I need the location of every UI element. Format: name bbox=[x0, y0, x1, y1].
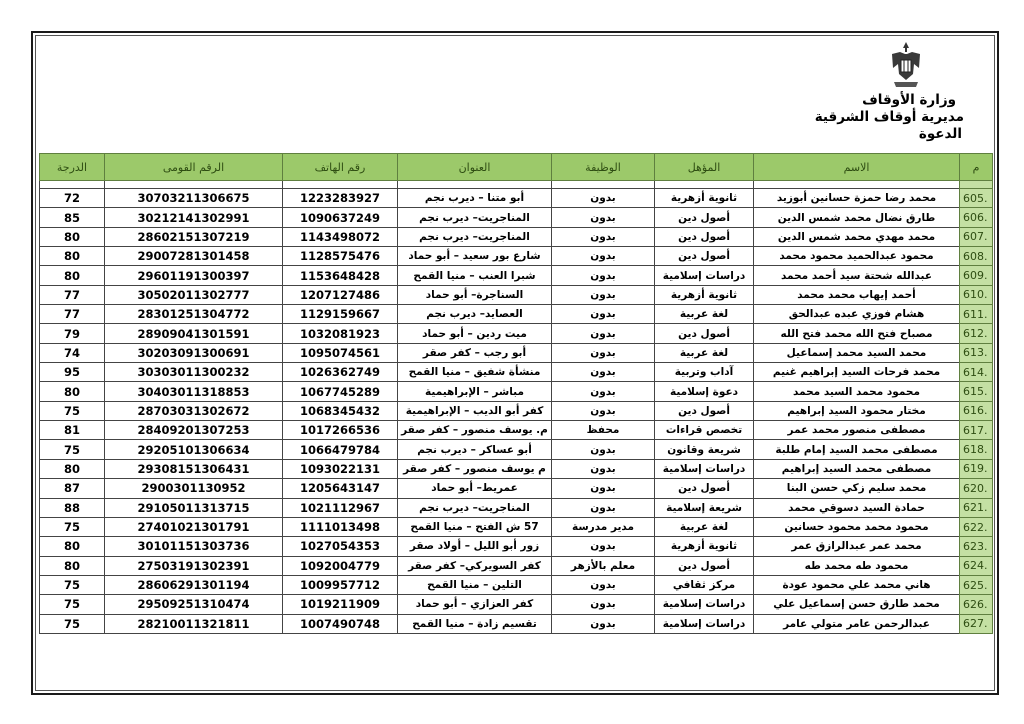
eagle-emblem-icon bbox=[886, 40, 926, 92]
qualification-cell: أصول دين bbox=[655, 324, 754, 343]
job-cell: بدون bbox=[552, 208, 655, 227]
row-number: 618. bbox=[960, 440, 993, 459]
person-name: طارق نضال محمد شمس الدين bbox=[754, 208, 960, 227]
grade-cell: 80 bbox=[40, 227, 105, 246]
grade-cell: 77 bbox=[40, 305, 105, 324]
row-number: 619. bbox=[960, 459, 993, 478]
national-id-cell: 28409201307253 bbox=[105, 421, 283, 440]
table-row bbox=[40, 614, 993, 633]
person-name: محمود محمد محمود حسانين bbox=[754, 517, 960, 536]
qualification-cell: لغة عربية bbox=[655, 305, 754, 324]
table-row bbox=[40, 401, 993, 420]
table-row bbox=[40, 537, 993, 556]
address-cell: م يوسف منصور – كفر صقر bbox=[398, 459, 552, 478]
person-name: محمد فرحات السيد إبراهيم غنيم bbox=[754, 363, 960, 382]
grade-cell: 72 bbox=[40, 189, 105, 208]
qualification-cell: أصول دين bbox=[655, 479, 754, 498]
col-header-address: العنوان bbox=[398, 154, 552, 181]
job-cell: بدون bbox=[552, 227, 655, 246]
row-number: 621. bbox=[960, 498, 993, 517]
person-name: هشام فوزي عبده عبدالحق bbox=[754, 305, 960, 324]
job-cell: بدون bbox=[552, 459, 655, 478]
table-row bbox=[40, 305, 993, 324]
qualification-cell: آداب وتربية bbox=[655, 363, 754, 382]
national-id-cell: 30212141302991 bbox=[105, 208, 283, 227]
job-cell: مدير مدرسة bbox=[552, 517, 655, 536]
grade-cell: 87 bbox=[40, 479, 105, 498]
address-cell: كفر أبو الديب – الإبراهيمية bbox=[398, 401, 552, 420]
national-id-cell: 29205101306634 bbox=[105, 440, 283, 459]
phone-cell: 1095074561 bbox=[283, 343, 398, 362]
row-number: 627. bbox=[960, 614, 993, 633]
row-number: 605. bbox=[960, 189, 993, 208]
address-cell: التلين – منيا القمح bbox=[398, 575, 552, 594]
phone-cell: 1009957712 bbox=[283, 575, 398, 594]
grade-cell: 88 bbox=[40, 498, 105, 517]
address-cell: المناجريت– ديرب نجم bbox=[398, 208, 552, 227]
grade-cell: 80 bbox=[40, 247, 105, 266]
phone-cell: 1128575476 bbox=[283, 247, 398, 266]
person-name: محمود عبدالحميد محمود محمد bbox=[754, 247, 960, 266]
national-id-cell: 28909041301591 bbox=[105, 324, 283, 343]
address-cell: ميت ردين – أبو حماد bbox=[398, 324, 552, 343]
person-name: حمادة السيد دسوقي محمد bbox=[754, 498, 960, 517]
phone-cell: 1090637249 bbox=[283, 208, 398, 227]
job-cell: بدون bbox=[552, 305, 655, 324]
row-number: 624. bbox=[960, 556, 993, 575]
col-header-name: الاسم bbox=[754, 154, 960, 181]
phone-cell: 1067745289 bbox=[283, 382, 398, 401]
phone-cell: 1223283927 bbox=[283, 189, 398, 208]
address-cell: م. يوسف منصور – كفر صقر bbox=[398, 421, 552, 440]
person-name: مصطفى محمد السيد إبراهيم bbox=[754, 459, 960, 478]
row-number: 606. bbox=[960, 208, 993, 227]
national-id-cell: 27401021301791 bbox=[105, 517, 283, 536]
grade-cell: 81 bbox=[40, 421, 105, 440]
qualification-cell: دعوة إسلامية bbox=[655, 382, 754, 401]
row-number: 610. bbox=[960, 285, 993, 304]
ministry-title: وزارة الأوقاف bbox=[862, 92, 956, 108]
qualification-cell: دراسات إسلامية bbox=[655, 595, 754, 614]
job-cell: بدون bbox=[552, 614, 655, 633]
table-row bbox=[40, 324, 993, 343]
row-number: 607. bbox=[960, 227, 993, 246]
qualification-cell: شريعة وقانون bbox=[655, 440, 754, 459]
address-cell: شارع بور سعيد – أبو حماد bbox=[398, 247, 552, 266]
address-cell: السناجرة– أبو حماد bbox=[398, 285, 552, 304]
job-cell: بدون bbox=[552, 189, 655, 208]
grade-cell: 75 bbox=[40, 595, 105, 614]
job-cell: بدون bbox=[552, 595, 655, 614]
address-cell: العصايد– ديرب نجم bbox=[398, 305, 552, 324]
qualification-cell: لغة عربية bbox=[655, 343, 754, 362]
national-id-cell: 30101151303736 bbox=[105, 537, 283, 556]
row-number: 615. bbox=[960, 382, 993, 401]
address-cell: المناجريت– ديرب نجم bbox=[398, 498, 552, 517]
national-id-cell: 29601191300397 bbox=[105, 266, 283, 285]
col-header-num: م bbox=[960, 154, 993, 181]
grade-cell: 95 bbox=[40, 363, 105, 382]
person-name: محمود محمد السيد محمد bbox=[754, 382, 960, 401]
person-name: عبدالله شحتة سيد أحمد محمد bbox=[754, 266, 960, 285]
qualification-cell: أصول دين bbox=[655, 401, 754, 420]
qualification-cell: دراسات إسلامية bbox=[655, 459, 754, 478]
phone-cell: 1027054353 bbox=[283, 537, 398, 556]
qualification-cell: دراسات إسلامية bbox=[655, 266, 754, 285]
table-row bbox=[40, 440, 993, 459]
job-cell: بدون bbox=[552, 401, 655, 420]
job-cell: بدون bbox=[552, 285, 655, 304]
phone-cell: 1019211909 bbox=[283, 595, 398, 614]
qualification-cell: دراسات إسلامية bbox=[655, 614, 754, 633]
person-name: أحمد إيهاب محمد محمد bbox=[754, 285, 960, 304]
col-header-grade: الدرجة bbox=[40, 154, 105, 181]
col-header-qualification: المؤهل bbox=[655, 154, 754, 181]
row-number: 612. bbox=[960, 324, 993, 343]
address-cell: عمريط– أبو حماد bbox=[398, 479, 552, 498]
qualification-cell: شريعة إسلامية bbox=[655, 498, 754, 517]
qualification-cell: لغة عربية bbox=[655, 517, 754, 536]
national-id-cell: 29007281301458 bbox=[105, 247, 283, 266]
grade-cell: 79 bbox=[40, 324, 105, 343]
table-row bbox=[40, 459, 993, 478]
phone-cell: 1026362749 bbox=[283, 363, 398, 382]
phone-cell: 1093022131 bbox=[283, 459, 398, 478]
address-cell: شبرا العنب – منيا القمح bbox=[398, 266, 552, 285]
phone-cell: 1207127486 bbox=[283, 285, 398, 304]
national-id-cell: 28703031302672 bbox=[105, 401, 283, 420]
table-row bbox=[40, 421, 993, 440]
phone-cell: 1153648428 bbox=[283, 266, 398, 285]
phone-cell: 1007490748 bbox=[283, 614, 398, 633]
person-name: هاني محمد علي محمود عودة bbox=[754, 575, 960, 594]
national-id-cell: 30303011300232 bbox=[105, 363, 283, 382]
person-name: محمد طارق حسن إسماعيل علي bbox=[754, 595, 960, 614]
address-cell: كفر العزازي – أبو حماد bbox=[398, 595, 552, 614]
grade-cell: 75 bbox=[40, 401, 105, 420]
row-number: 617. bbox=[960, 421, 993, 440]
directorate-title: مديرية أوقاف الشرقية bbox=[814, 109, 964, 125]
qualification-cell: ثانوية أزهرية bbox=[655, 285, 754, 304]
phone-cell: 1111013498 bbox=[283, 517, 398, 536]
grade-cell: 80 bbox=[40, 382, 105, 401]
phone-cell: 1205643147 bbox=[283, 479, 398, 498]
department-title: الدعوة bbox=[918, 126, 962, 142]
job-cell: بدون bbox=[552, 343, 655, 362]
job-cell: بدون bbox=[552, 575, 655, 594]
table-spacer-row bbox=[40, 181, 993, 189]
national-id-cell: 30403011318853 bbox=[105, 382, 283, 401]
phone-cell: 1032081923 bbox=[283, 324, 398, 343]
grade-cell: 80 bbox=[40, 266, 105, 285]
row-number: 620. bbox=[960, 479, 993, 498]
address-cell: المناجريت– ديرب نجم bbox=[398, 227, 552, 246]
table-header-row bbox=[40, 154, 993, 181]
row-number: 614. bbox=[960, 363, 993, 382]
person-name: عبدالرحمن عامر متولي عامر bbox=[754, 614, 960, 633]
job-cell: بدون bbox=[552, 440, 655, 459]
grade-cell: 77 bbox=[40, 285, 105, 304]
qualification-cell: تخصص قراءات bbox=[655, 421, 754, 440]
job-cell: بدون bbox=[552, 479, 655, 498]
national-id-cell: 28602151307219 bbox=[105, 227, 283, 246]
row-number: 625. bbox=[960, 575, 993, 594]
job-cell: بدون bbox=[552, 324, 655, 343]
person-name: مصطفى منصور محمد عمر bbox=[754, 421, 960, 440]
row-number: 611. bbox=[960, 305, 993, 324]
job-cell: بدون bbox=[552, 247, 655, 266]
table-row bbox=[40, 575, 993, 594]
job-cell: محفظ bbox=[552, 421, 655, 440]
table-row bbox=[40, 189, 993, 208]
grade-cell: 85 bbox=[40, 208, 105, 227]
job-cell: بدون bbox=[552, 537, 655, 556]
phone-cell: 1143498072 bbox=[283, 227, 398, 246]
grade-cell: 75 bbox=[40, 614, 105, 633]
person-name: مصطفى محمد السيد إمام طلبة bbox=[754, 440, 960, 459]
qualification-cell: ثانوية أزهرية bbox=[655, 537, 754, 556]
table-row bbox=[40, 517, 993, 536]
national-id-cell: 28301251304772 bbox=[105, 305, 283, 324]
row-number: 609. bbox=[960, 266, 993, 285]
job-cell: بدون bbox=[552, 498, 655, 517]
phone-cell: 1068345432 bbox=[283, 401, 398, 420]
grade-cell: 75 bbox=[40, 517, 105, 536]
phone-cell: 1066479784 bbox=[283, 440, 398, 459]
address-cell: أبو رجب – كفر صقر bbox=[398, 343, 552, 362]
qualification-cell: ثانوية أزهرية bbox=[655, 189, 754, 208]
qualification-cell: مركز ثقافي bbox=[655, 575, 754, 594]
table-row bbox=[40, 363, 993, 382]
person-name: مصباح فتح الله محمد فتح الله bbox=[754, 324, 960, 343]
person-name: محمد السيد محمد إسماعيل bbox=[754, 343, 960, 362]
national-id-cell: 29105011313715 bbox=[105, 498, 283, 517]
national-id-cell: 29308151306431 bbox=[105, 459, 283, 478]
national-id-cell: 28606291301194 bbox=[105, 575, 283, 594]
address-cell: 57 ش الفتح – منيا القمح bbox=[398, 517, 552, 536]
table-row bbox=[40, 266, 993, 285]
qualification-cell: أصول دين bbox=[655, 208, 754, 227]
national-id-cell: 30703211306675 bbox=[105, 189, 283, 208]
national-id-cell: 29509251310474 bbox=[105, 595, 283, 614]
table-row bbox=[40, 343, 993, 362]
grade-cell: 74 bbox=[40, 343, 105, 362]
address-cell: أبو عساكر – ديرب نجم bbox=[398, 440, 552, 459]
phone-cell: 1129159667 bbox=[283, 305, 398, 324]
row-number: 623. bbox=[960, 537, 993, 556]
national-id-cell: 30502011302777 bbox=[105, 285, 283, 304]
row-number: 608. bbox=[960, 247, 993, 266]
grade-cell: 80 bbox=[40, 459, 105, 478]
person-name: محمود طه محمد طه bbox=[754, 556, 960, 575]
table-row bbox=[40, 285, 993, 304]
table-row bbox=[40, 208, 993, 227]
address-cell: مباشر – الإبراهيمية bbox=[398, 382, 552, 401]
table-row bbox=[40, 227, 993, 246]
address-cell: زور أبو الليل – أولاد صقر bbox=[398, 537, 552, 556]
table-row bbox=[40, 498, 993, 517]
row-number: 626. bbox=[960, 595, 993, 614]
person-name: مختار محمود السيد إبراهيم bbox=[754, 401, 960, 420]
row-number: 613. bbox=[960, 343, 993, 362]
address-cell: تقسيم زادة – منيا القمح bbox=[398, 614, 552, 633]
national-id-cell: 28210011321811 bbox=[105, 614, 283, 633]
person-name: محمد مهدي محمد شمس الدين bbox=[754, 227, 960, 246]
national-id-cell: 2900301130952 bbox=[105, 479, 283, 498]
table-row bbox=[40, 382, 993, 401]
table-row bbox=[40, 556, 993, 575]
qualification-cell: أصول دين bbox=[655, 556, 754, 575]
address-cell: منشأة شفيق – منيا القمح bbox=[398, 363, 552, 382]
staff-table bbox=[39, 153, 993, 634]
table-row bbox=[40, 479, 993, 498]
col-header-phone: رقم الهاتف bbox=[283, 154, 398, 181]
person-name: محمد عمر عبدالرازق عمر bbox=[754, 537, 960, 556]
job-cell: بدون bbox=[552, 266, 655, 285]
grade-cell: 75 bbox=[40, 575, 105, 594]
national-id-cell: 30203091300691 bbox=[105, 343, 283, 362]
phone-cell: 1021112967 bbox=[283, 498, 398, 517]
row-number: 622. bbox=[960, 517, 993, 536]
table-row bbox=[40, 247, 993, 266]
person-name: محمد رضا حمزة حسانين أبوزيد bbox=[754, 189, 960, 208]
national-id-cell: 27503191302391 bbox=[105, 556, 283, 575]
table-row bbox=[40, 595, 993, 614]
grade-cell: 75 bbox=[40, 440, 105, 459]
phone-cell: 1017266536 bbox=[283, 421, 398, 440]
col-header-national-id: الرقم القومى bbox=[105, 154, 283, 181]
qualification-cell: أصول دين bbox=[655, 247, 754, 266]
grade-cell: 80 bbox=[40, 556, 105, 575]
address-cell: أبو متنا – ديرب نجم bbox=[398, 189, 552, 208]
job-cell: بدون bbox=[552, 382, 655, 401]
job-cell: بدون bbox=[552, 363, 655, 382]
phone-cell: 1092004779 bbox=[283, 556, 398, 575]
col-header-job: الوظيفة bbox=[552, 154, 655, 181]
qualification-cell: أصول دين bbox=[655, 227, 754, 246]
address-cell: كفر السويركي– كفر صقر bbox=[398, 556, 552, 575]
grade-cell: 80 bbox=[40, 537, 105, 556]
job-cell: معلم بالأزهر bbox=[552, 556, 655, 575]
person-name: محمد سليم زكي حسن البنا bbox=[754, 479, 960, 498]
row-number: 616. bbox=[960, 401, 993, 420]
